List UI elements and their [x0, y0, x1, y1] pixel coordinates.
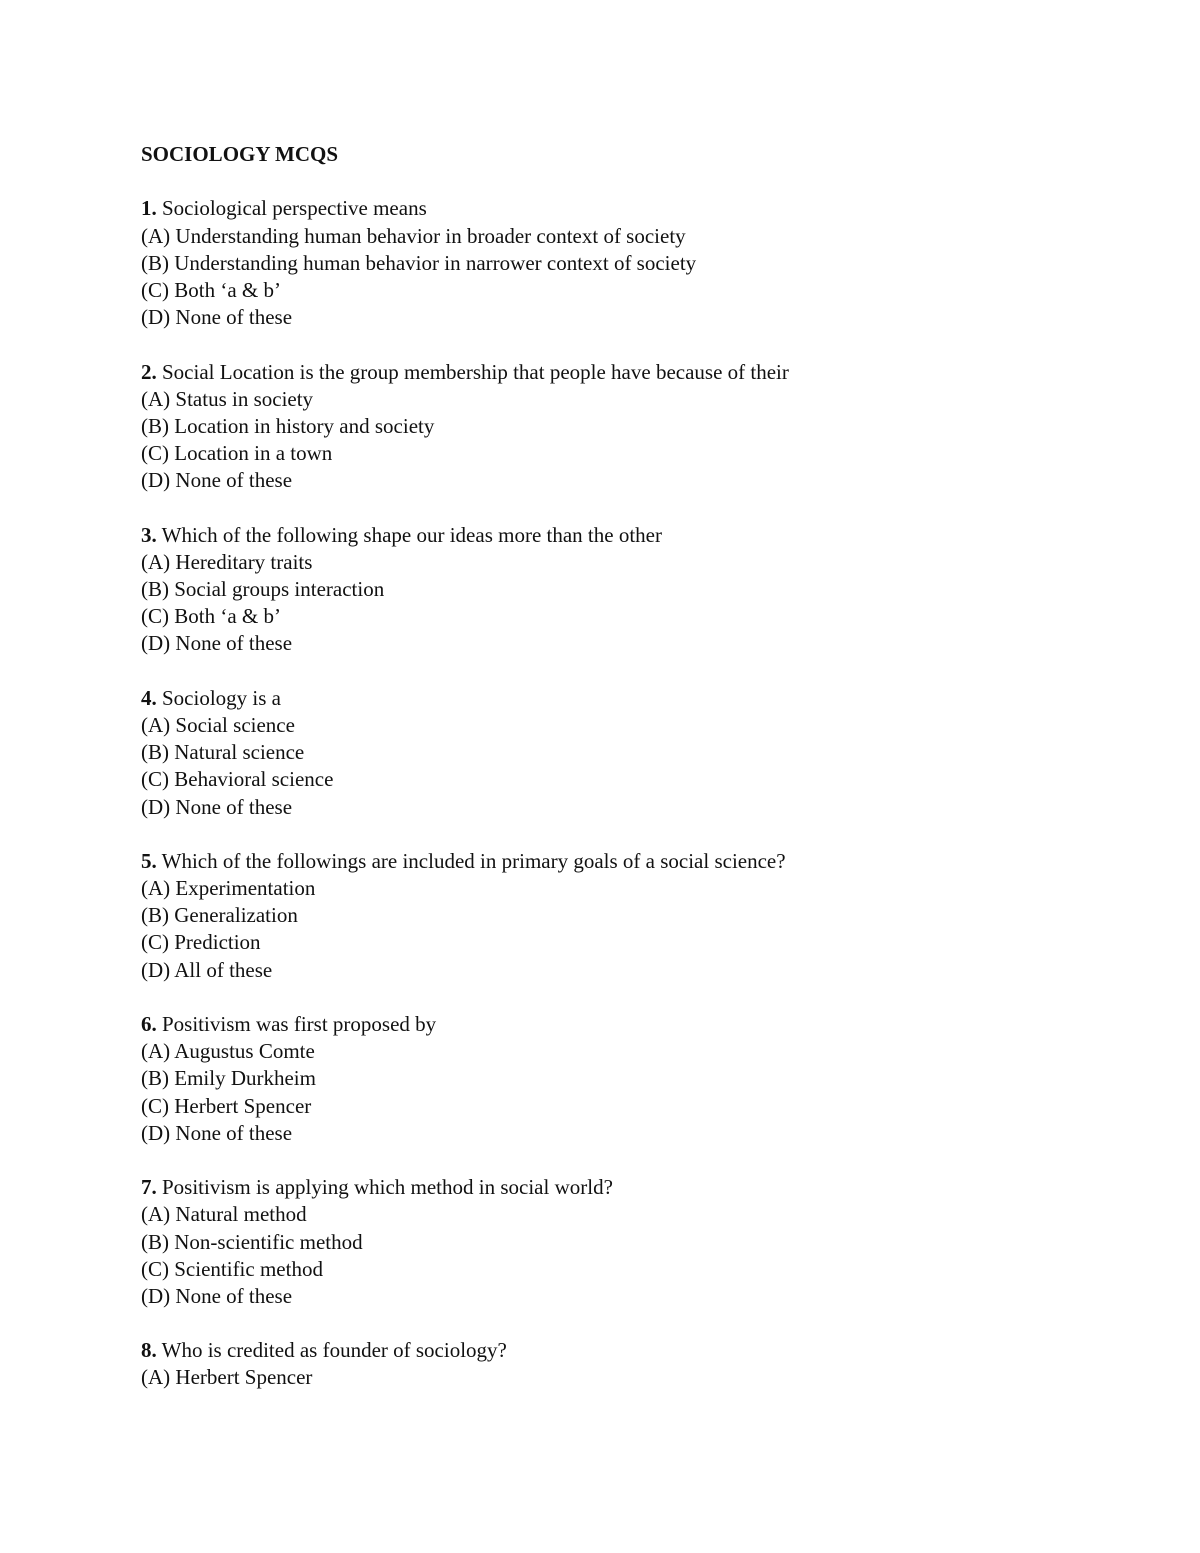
question-number: 2.	[141, 359, 157, 384]
answer-option: (A) Status in society	[141, 386, 314, 411]
answer-option: (B) Generalization	[141, 903, 298, 928]
question-text: Which of the following shape our ideas more than the other	[161, 522, 662, 547]
answer-option: (B) Social groups interaction	[141, 577, 385, 601]
answer-option: (C) Behavioral science	[141, 767, 334, 792]
question-number: 8.	[141, 1338, 157, 1363]
question-3	[141, 522, 1101, 658]
answer-option: (D) None of these	[141, 794, 293, 819]
answer-option: (D) All of these	[141, 957, 273, 982]
answer-option: (C) Both ‘a & b’	[141, 277, 281, 302]
answer-option: (A) Understanding human behavior in broader context of society	[141, 223, 686, 248]
question-7	[141, 1174, 1101, 1310]
answer-option: (C) Herbert Spencer	[141, 1093, 312, 1118]
question-stem	[141, 522, 1101, 549]
answer-option: (C) Prediction	[141, 930, 261, 955]
question-8	[141, 1337, 1101, 1391]
document-title: SOCIOLOGY MCQS	[141, 142, 338, 166]
question-stem	[141, 685, 1101, 712]
answer-option: (C) Location in a town	[141, 441, 333, 466]
answer-option: (D) None of these	[141, 631, 293, 656]
question-text: Social Location is the group membership that people have because of their	[162, 359, 789, 384]
answer-option: (B) Natural science	[141, 740, 305, 765]
question-stem	[141, 1011, 1101, 1038]
answer-option: (A) Augustus Comte	[141, 1039, 315, 1064]
answer-option: (A) Herbert Spencer	[141, 1365, 313, 1390]
answer-option: (D) None of these	[141, 1283, 293, 1308]
answer-option: (D) None of these	[141, 468, 293, 493]
answer-option: (B) Location in history and society	[141, 413, 435, 438]
question-number: 4.	[141, 685, 157, 710]
document-page	[141, 141, 1101, 1419]
question-text: Sociological perspective means	[162, 196, 427, 221]
question-stem	[141, 1337, 1101, 1364]
answer-option: (A) Experimentation	[141, 876, 316, 901]
question-stem	[141, 848, 1101, 875]
answer-option: (A) Social science	[141, 712, 295, 737]
question-stem	[141, 195, 1101, 222]
question-1	[141, 195, 1101, 331]
question-2	[141, 359, 1101, 495]
answer-option: (D) None of these	[141, 1120, 293, 1145]
question-number: 7.	[141, 1175, 157, 1200]
answer-option: (A) Natural method	[141, 1202, 307, 1227]
question-5	[141, 848, 1101, 984]
question-number: 6.	[141, 1012, 157, 1036]
question-stem	[141, 359, 1101, 386]
answer-option: (B) Non-scientific method	[141, 1229, 363, 1254]
answer-option: (C) Both ‘a & b’	[141, 604, 281, 629]
question-text: Sociology is a	[162, 685, 281, 710]
question-text: Positivism is applying which method in social world?	[162, 1175, 613, 1200]
question-4	[141, 685, 1101, 821]
answer-option: (B) Understanding human behavior in narrower context of society	[141, 250, 697, 275]
question-6	[141, 1011, 1101, 1147]
question-text: Positivism was first proposed by	[162, 1012, 437, 1036]
question-number: 5.	[141, 848, 157, 873]
question-stem	[141, 1174, 1101, 1201]
answer-option: (D) None of these	[141, 305, 293, 330]
question-text: Who is credited as founder of sociology?	[161, 1338, 507, 1363]
answer-option: (A) Hereditary traits	[141, 549, 313, 574]
answer-option: (B) Emily Durkheim	[141, 1066, 316, 1091]
question-text: Which of the followings are included in primary goals of a social science?	[161, 848, 786, 873]
question-number: 3.	[141, 522, 157, 547]
answer-option: (C) Scientific method	[141, 1256, 323, 1281]
question-number: 1.	[141, 196, 157, 221]
